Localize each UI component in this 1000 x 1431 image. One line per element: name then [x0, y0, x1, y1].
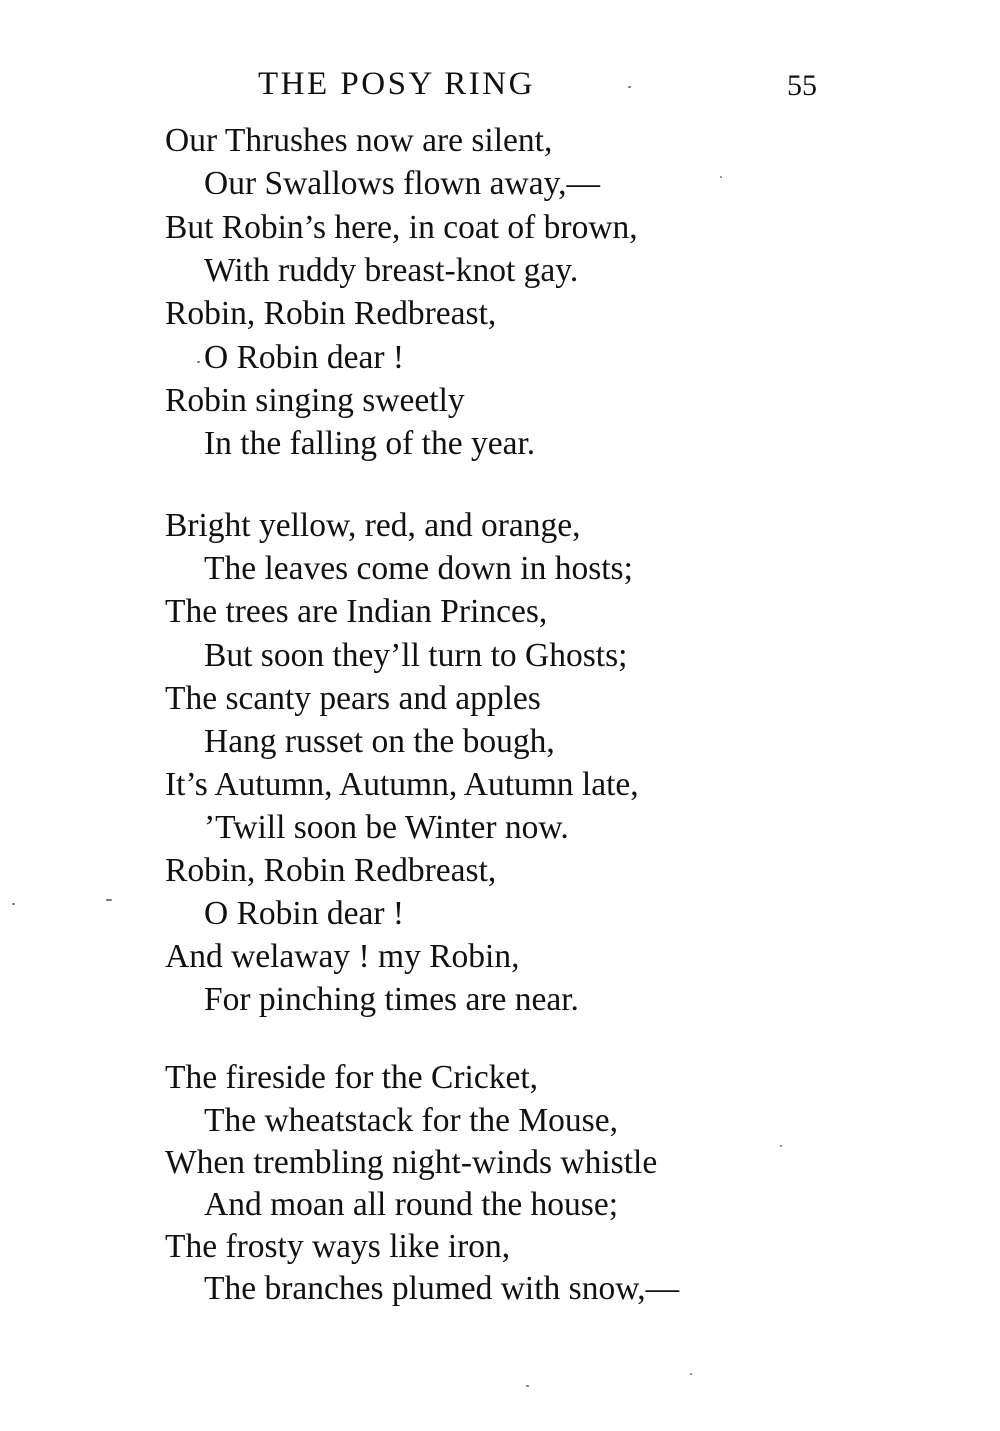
poem-line: Hang russet on the bough, — [204, 723, 555, 760]
poem-line: With ruddy breast-knot gay. — [204, 252, 579, 289]
scan-speck — [628, 86, 631, 88]
poem-line: But Robin’s here, in coat of brown, — [165, 209, 638, 246]
poem-line: O Robin dear ! — [204, 339, 405, 376]
poem-line: But soon they’ll turn to Ghosts; — [204, 637, 628, 674]
poem-line: The scanty pears and apples — [165, 680, 541, 717]
page-number: 55 — [787, 69, 817, 102]
poem-line: The trees are Indian Princes, — [165, 593, 548, 630]
poem-line: ’Twill soon be Winter now. — [204, 809, 569, 846]
poem-line: For pinching times are near. — [204, 981, 579, 1018]
poem-line: Robin, Robin Redbreast, — [165, 852, 497, 889]
poem-line: The wheatstack for the Mouse, — [204, 1102, 618, 1139]
poem-line: Robin, Robin Redbreast, — [165, 295, 497, 332]
poem-line: Our Thrushes now are silent, — [165, 122, 553, 159]
poem-line: The branches plumed with snow,— — [204, 1270, 680, 1307]
poem-line: It’s Autumn, Autumn, Autumn late, — [165, 766, 639, 803]
poem-line: The frosty ways like iron, — [165, 1228, 511, 1265]
poem-line: Robin singing sweetly — [165, 382, 465, 419]
poem-line: O Robin dear ! — [204, 895, 405, 932]
poem-line: When trembling night-winds whistle — [165, 1144, 658, 1181]
scan-speck — [780, 1145, 782, 1147]
scan-speck — [197, 361, 200, 363]
poem-line: And moan all round the house; — [204, 1186, 619, 1223]
scan-speck — [12, 903, 15, 905]
poem-line: In the falling of the year. — [204, 425, 536, 462]
poem-line: Our Swallows flown away,— — [204, 165, 601, 202]
running-title: THE POSY RING — [258, 66, 535, 102]
scan-speck — [720, 176, 722, 178]
poem-line: And welaway ! my Robin, — [165, 938, 520, 975]
scan-speck — [690, 1373, 692, 1375]
scan-speck — [526, 1385, 529, 1387]
scan-speck — [106, 899, 112, 901]
poem-line: The leaves come down in hosts; — [204, 550, 633, 587]
poem-line: Bright yellow, red, and orange, — [165, 507, 581, 544]
poem-line: The fireside for the Cricket, — [165, 1059, 538, 1096]
